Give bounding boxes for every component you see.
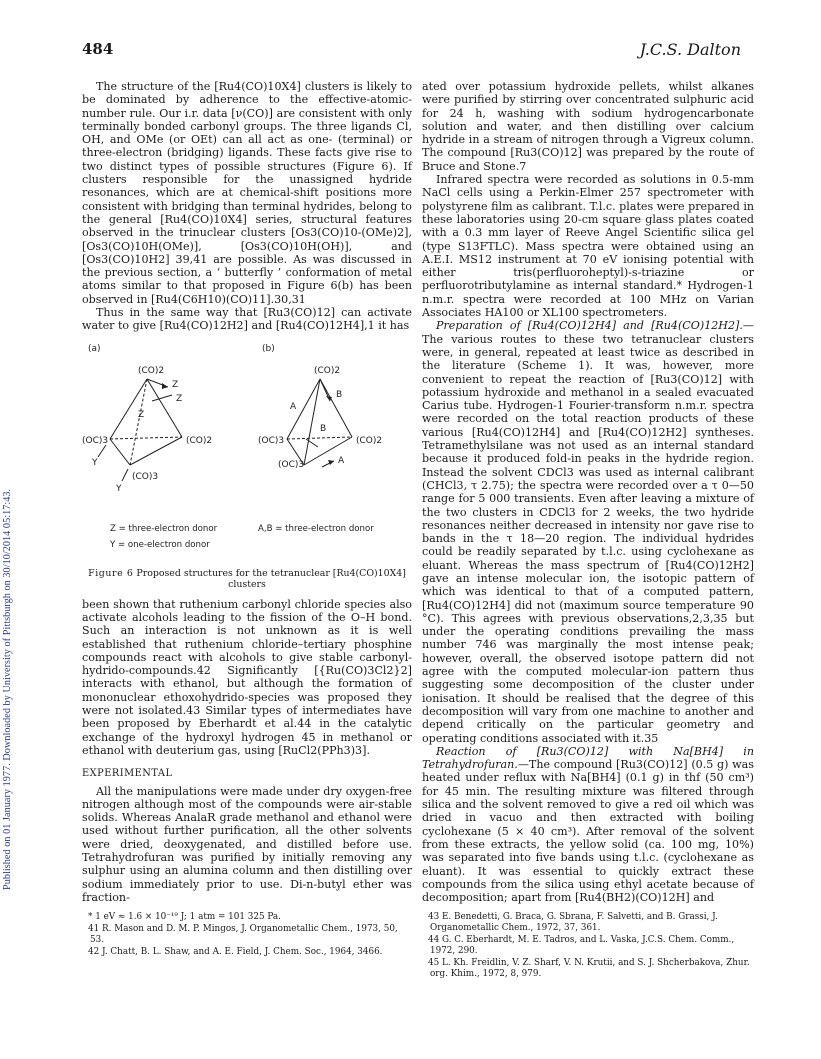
atom-label: Y [92, 457, 98, 468]
atom-label: (OC)3 [82, 435, 109, 446]
paragraph: ated over potassium hydroxide pellets, whilst alkanes were purified by stirring over concentrated sulphuric acid for 24 h, washing with sodium hydrogencarbonate solution and water, and then distilling over calcium hydride in a stream of nitrogen through a Vigreux column. The compound [Ru3(CO)12] was prepared by the route of Bruce and Stone.7 [422, 80, 754, 173]
atom-label: Z [176, 393, 183, 404]
footnote: 43 E. Benedetti, G. Braca, G. Sbrana, F. Salvetti, and B. Grassi, J. Organometallic Chem., 1972, 37, 361. [428, 912, 718, 934]
figure-label-b: (b) [262, 343, 275, 354]
subsection-title: Preparation of [Ru4(CO)12H4] and [Ru4(CO)12H2]. [436, 319, 743, 333]
legend-ab: A,B = three-electron donor [258, 523, 374, 534]
atom-label: (CO)2 [138, 365, 165, 376]
atom-label: B [320, 423, 327, 434]
atom-label: A [338, 455, 345, 466]
atom-label: Z [138, 409, 145, 420]
footnote: 45 L. Kh. Freidlin, V. Z. Sharf, V. N. Krutii, and S. J. Shcherbakova, Zhur. org. Khim., 1972, 8, 979. [428, 958, 750, 980]
footnote: 41 R. Mason and D. M. P. Mingos, J. Organometallic Chem., 1973, 50, 53. [88, 924, 398, 946]
atom-label: B [336, 389, 343, 400]
subsection-title: Reaction of [Ru3(CO)12] with Na[BH4] in Tetrahydrofuran. [422, 744, 754, 772]
figure-6-diagram [82, 339, 412, 564]
figure-6 [82, 339, 412, 564]
paragraph: All the manipulations were made under dry oxygen-free nitrogen although most of the compounds were air-stable solids. Whereas AnalaR grade methanol and ethanol were used without further purification, all the other solvents were dried, deoxygenated, and distilled before use. Tetrahydrofuran was purified by initially removing any sulphur using an alumina column and then distilling over sodium immediately prior to use. Di-n-butyl ether was fraction- [82, 784, 412, 904]
footnote: 44 G. C. Eberhardt, M. E. Tadros, and L. Vaska, J.C.S. Chem. Comm., 1972, 290. [428, 935, 735, 957]
journal-title: J.C.S. Dalton [639, 40, 741, 59]
paragraph: Thus in the same way that [Ru3(CO)12] can activate water to give [Ru4(CO)12H2] and [Ru4(CO)12H4],1 it has [82, 306, 412, 333]
page-number: 484 [82, 40, 114, 58]
atom-label: (OC)3 [278, 459, 305, 470]
section-heading: EXPERIMENTAL [82, 768, 173, 780]
atom-label: Y [116, 483, 122, 494]
download-watermark: Published on 01 January 1977. Downloaded by University of Pittsburgh on 30/10/2014 05:17:43. [2, 488, 13, 890]
atom-label: (CO)2 [356, 435, 383, 446]
atom-label: (OC)3 [258, 435, 285, 446]
left-column [82, 80, 412, 959]
atom-label: A [290, 401, 297, 412]
paragraph [422, 319, 754, 745]
atom-label: (CO)3 [132, 471, 159, 482]
paragraph: been shown that ruthenium carbonyl chloride species also activate alcohols leading to the fission of the O–H bond. Such an interaction is not unknown as it is well established that ruthenium chloride–tertiary phosphine compounds react with alcohols to give stable carbonyl-hydrido-compounds.42 Significantly [{Ru(CO)3Cl2}2] interacts with ethanol, but although the formation of mononuclear ethoxohydrido-species was proposed they were not isolated.43 Similar types of intermediates have been proposed by Eberhardt et al.44 in the catalytic exchange of the hydroxyl hydrogen 45 in methanol or ethanol with deuterium gas, using [RuCl2(PPh3)3]. [82, 597, 412, 757]
paragraph-body: —The various routes to these two tetranuclear clusters were, in general, repeated at least twice as described in the literature (Scheme 1). It was, however, more convenient to repeat the reaction of [Ru3(CO)12] with potassium hydroxide and methanol in a sealed evacuated Carius tube. Hydrogen-1 Fourier-transform n.m.r. spectra were recorded on the total reaction products of these various [Ru4(CO)12H4] and [Ru4(CO)12H2] syntheses. Tetramethylsilane was not used as an internal standard because it produced fold-in peaks in the hydride region. Instead the solvent CDCl3 was used as internal calibrant (CHCl3, τ 2.75); the spectra were recorded over a τ 0—50 range for 5 000 transients. Even after leaving a mixture of the two clusters in CDCl3 for 2 weeks, the two hydride resonances neither decreased in intensity nor gave rise to bands in the τ 18—20 region. The individual hydrides could be readily separated by t.l.c. using cyclohexane as eluant. Whereas the mass spectrum of [Ru4(CO)12H2] gave an intense molecular ion, the isotopic pattern of which was identical to that of a computed pattern, [Ru4(CO)12H4] did not (maximum source temperature 90 °C). This agrees with previous observations,2,3,35 but under the operating conditions prevailing the mass number 746 was marginally the most intense peak; however, overall, the observed isotope pattern did not agree with the computed molecular-ion pattern thus suggesting some decomposition of the cluster under ionisation. It should be realised that the degree of this decomposition will vary from one machine to another and depend critically on the particular geometry and operating conditions associated with it.35 [422, 319, 754, 745]
legend-y: Y = one-electron donor [110, 539, 210, 550]
paragraph [422, 745, 754, 905]
figure-caption-text: Proposed structures for the tetranuclear [Ru4(CO)10X4] clusters [136, 567, 406, 590]
atom-label: (CO)2 [314, 365, 341, 376]
paragraph: The structure of the [Ru4(CO)10X4] clusters is likely to be dominated by adherence to the effective-atomic-number rule. Our i.r. data [ν(CO)] are consistent with only terminally bonded carbonyl groups. The three ligands Cl, OH, and OMe (or OEt) can all act as one- (terminal) or three-electron (bridging) ligands. These facts give rise to two distinct types of possible structures (Figure 6). If clusters responsible for the unassigned hydride resonances, which are at chemical-shift positions more consistent with bridging than terminal hydrides, belong to the general [Ru4(CO)10X4] series, structural features observed in the trinuclear clusters [Os3(CO)10-(OMe)2], [Os3(CO)10H(OMe)], [Os3(CO)10H(OH)], and [Os3(CO)10H2] 39,41 are possible. As was discussed in the previous section, a ‘ butterfly ’ conformation of metal atoms similar to that proposed in Figure 6(b) has been observed in [Ru4(C6H10)(CO)11].30,31 [82, 80, 412, 306]
paragraph: Infrared spectra were recorded as solutions in 0.5-mm NaCl cells using a Perkin-Elmer 257 spectrometer with polystyrene film as calibrant. T.l.c. plates were prepared in these laboratories using 20-cm square glass plates coated with a 0.3 mm layer of Reeve Angel Scientific silica gel (type S13FTLC). Mass spectra were obtained using an A.E.I. MS12 instrument at 70 eV ionising potential with either tris(perfluoroheptyl)-s-triazine or perfluorotributylamine as internal standard.* Hydrogen-1 n.m.r. spectra were recorded at 100 MHz on Varian Associates HA100 or XL100 spectrometers. [422, 173, 755, 320]
figure-caption-label: Figure 6 [88, 567, 134, 579]
paragraph-body: —The compound [Ru3(CO)12] (0.5 g) was heated under reflux with Na[BH4] (0.1 g) in thf (50 cm³) for 45 min. The resulting mixture was filtered through silica and the solvent removed to give a red oil which was dried in vacuo and then extracted with boiling cyclohexane (5 × 40 cm³). After removal of the solvent from these extracts, the yellow solid (ca. 100 mg, 10%) was separated into five bands using t.l.c. (cyclohexane as eluant). It was essential to quickly extract these compounds from the silica using ethyl acetate because of decomposition; apart from [Ru4(BH2)(CO)12H] and [422, 758, 754, 905]
atom-label: Z [172, 379, 179, 390]
figure-label-a: (a) [88, 343, 101, 354]
footnote: 42 J. Chatt, B. L. Shaw, and A. E. Field, J. Chem. Soc., 1964, 3466. [88, 947, 383, 958]
legend-z: Z = three-electron donor [110, 523, 218, 534]
figure-caption [82, 568, 412, 590]
atom-label: (CO)2 [186, 435, 213, 446]
footnote: * 1 eV ≈ 1.6 × 10⁻¹⁹ J; 1 atm = 101 325 Pa. [88, 912, 281, 923]
right-column [422, 80, 754, 981]
